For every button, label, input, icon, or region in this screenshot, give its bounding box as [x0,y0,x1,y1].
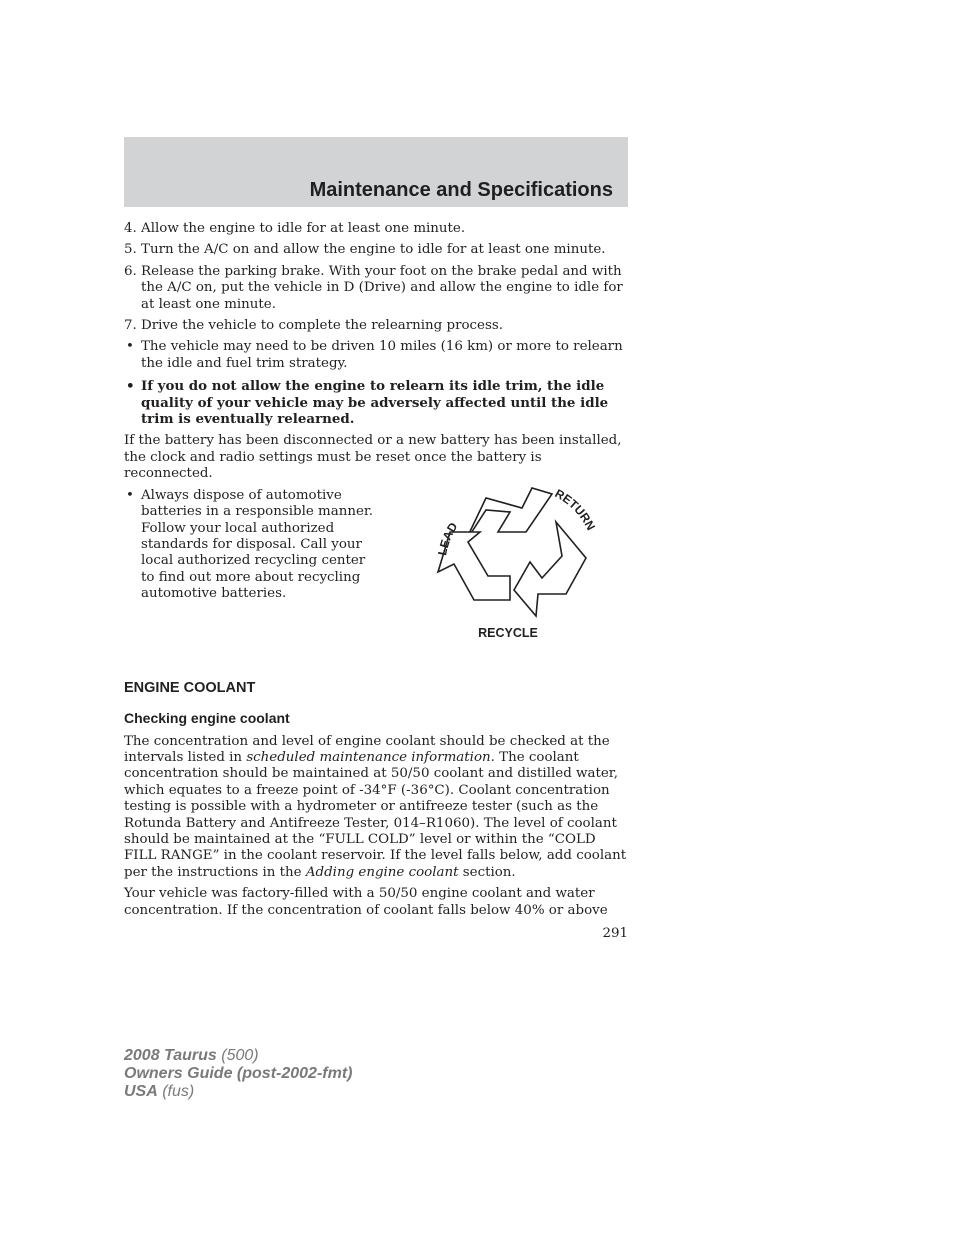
step-4: 4. Allow the engine to idle for at least one minute. [124,221,466,236]
document-footer [124,1047,352,1101]
link-scheduled-maintenance: scheduled maintenance information. [246,749,495,765]
recycle-logo-icon [414,484,614,644]
footer-line-3: USA (fus) [124,1083,195,1100]
step-6: 6. Release the parking brake. With your foot on the brake pedal and with the A/C on, put the vehicle in D (Drive) and allow the engine to idle for at least one minute. [124,263,623,312]
link-adding-coolant: Adding engine coolant [305,864,459,880]
section-header [124,137,628,207]
bullet-relearn-distance [124,339,628,372]
coolant-paragraph-1: The concentration and level of engine coolant should be checked at the intervals listed in scheduled maintenance information. The coolant concentration should be maintained at 50/50 coolant and distilled water, which equates to a freeze point of -34°F (-36°C). Coolant concentration testing is possible with a hydrometer or antifreeze tester (such as the Rotunda Battery and Antifreeze Tester, 014–R1060). The level of coolant should be maintained at the “FULL COLD” level or within the “COLD FILL RANGE” in the coolant reservoir. If the level falls below, add coolant per the instructions in the Adding engine coolant section. [124,733,627,880]
section-title: Maintenance and Specifications [309,179,613,201]
bullet-text: Always dispose of automotive batteries in a responsible manner. Follow your local authorized standards for disposal. Call your local authorized recycling center to find out more about recycling automotive batteries. [141,487,374,602]
footer-line-1: 2008 Taurus (500) [124,1047,259,1064]
bullet-text: The vehicle may need to be driven 10 miles (16 km) or more to relearn the idle and fuel trim strategy. [141,339,623,371]
battery-disposal-section [124,485,628,648]
footer-line-2: Owners Guide (post-2002-fmt) [124,1065,353,1082]
bullet-idle-trim-warning [124,378,628,427]
page-number: 291 [602,926,628,941]
recycle-return-label: RETURN [552,485,599,533]
recycle-lead-label: LEAD [435,519,461,557]
recycle-recycle-label: RECYCLE [478,625,538,640]
coolant-paragraph-2: Your vehicle was factory-filled with a 50/50 engine coolant and water concentration. If the concentration of coolant falls below 40% or above [124,886,608,918]
bullet-text: If you do not allow the engine to relearn its idle trim, the idle quality of your vehicle may be adversely affected until the idle trim is eventually relearned. [141,378,609,428]
engine-coolant-heading: ENGINE COOLANT [124,679,256,696]
bullet-dot: • [126,487,134,503]
step-7: 7. Drive the vehicle to complete the relearning process. [124,318,503,334]
checking-coolant-subheading: Checking engine coolant [124,710,290,727]
battery-note: If the battery has been disconnected or a new battery has been installed, the clock and radio settings must be reset once the battery is reconnected. [124,433,622,482]
bullet-dot: • [126,378,135,395]
step-5: 5. Turn the A/C on and allow the engine to idle for at least one minute. [124,242,606,258]
bullet-battery-disposal [124,488,381,603]
page-content [124,221,628,924]
bullet-dot: • [126,339,134,355]
